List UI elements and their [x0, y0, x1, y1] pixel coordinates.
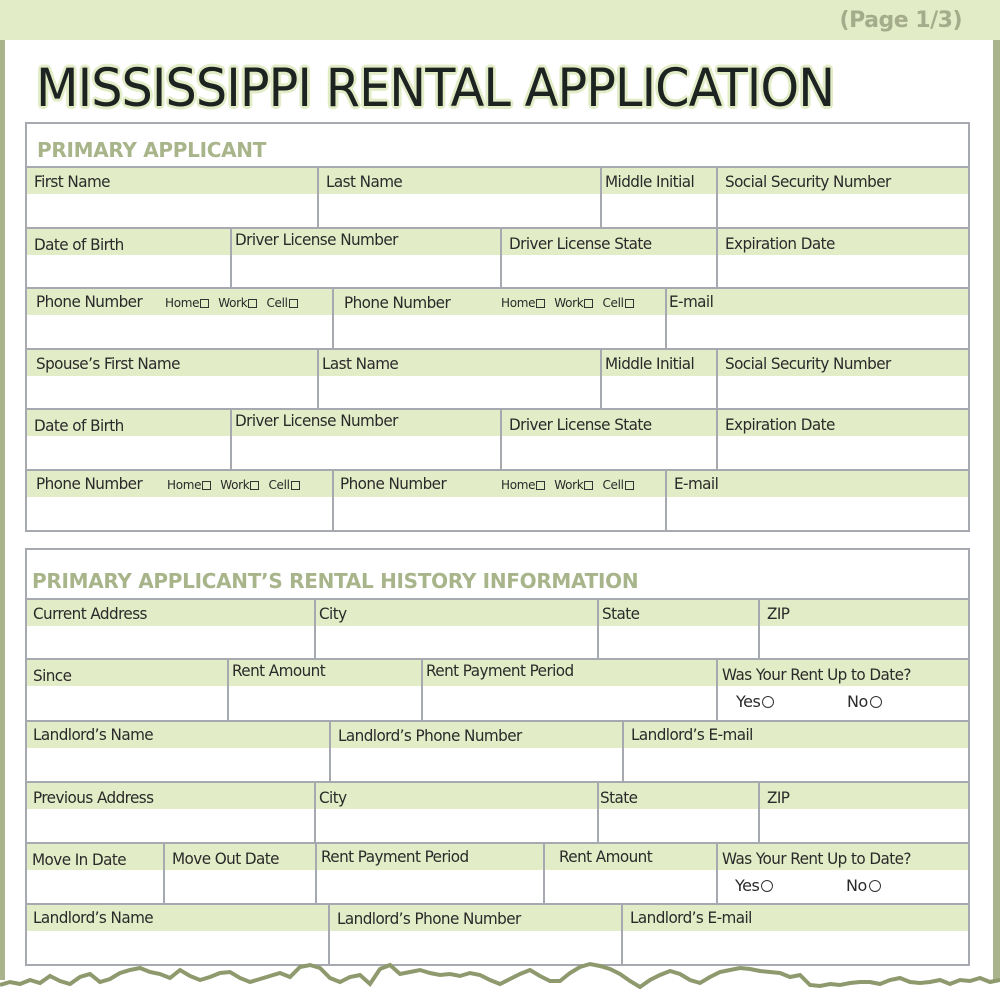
field-current-zip[interactable] [758, 600, 968, 658]
phone-type-options [167, 478, 300, 492]
field-label: Move Out Date [172, 849, 279, 868]
field-label: Last Name [322, 354, 399, 373]
field-previous-state[interactable] [597, 783, 758, 842]
yes-label: Yes [735, 876, 760, 895]
field-label: Driver License State [509, 415, 652, 434]
field-since[interactable] [27, 660, 227, 720]
yes-option[interactable] [735, 876, 773, 895]
field-spouse-expiration-date[interactable] [716, 410, 968, 469]
rental-history-section [25, 548, 970, 966]
field-label: Rent Amount [559, 847, 653, 866]
field-label: Landlord’s Name [33, 725, 154, 744]
field-label: Landlord’s Name [33, 908, 154, 927]
field-label: Phone Number [36, 292, 143, 311]
field-phone-number-1[interactable] [27, 289, 332, 348]
yes-radio[interactable] [762, 696, 774, 708]
field-previous-zip[interactable] [758, 783, 968, 842]
work-checkbox[interactable] [584, 299, 593, 308]
field-previous-rent-amount[interactable] [543, 844, 716, 903]
form-row [27, 903, 968, 964]
page-indicator: (Page 1/3) [839, 8, 962, 33]
form-row [27, 408, 968, 469]
option-label: Cell [602, 296, 624, 310]
field-driver-license-number[interactable] [230, 229, 500, 287]
field-landlord-phone[interactable] [329, 722, 622, 781]
field-spouse-driver-license-number[interactable] [230, 410, 500, 469]
field-last-name[interactable] [317, 168, 600, 227]
yes-radio[interactable] [761, 880, 773, 892]
cell-checkbox[interactable] [291, 481, 300, 490]
yes-option[interactable] [736, 692, 774, 711]
field-previous-city[interactable] [314, 783, 597, 842]
field-spouse-ssn[interactable] [716, 350, 968, 408]
field-label: Rent Amount [232, 661, 326, 680]
field-email[interactable] [665, 289, 968, 348]
field-expiration-date[interactable] [716, 229, 968, 287]
field-spouse-email[interactable] [665, 471, 968, 530]
field-previous-landlord-phone[interactable] [328, 905, 621, 964]
field-label: Social Security Number [725, 354, 891, 373]
field-first-name[interactable] [27, 168, 317, 227]
field-label: ZIP [767, 604, 790, 623]
field-spouse-phone-number-2[interactable] [332, 471, 665, 530]
no-label: No [847, 692, 868, 711]
field-spouse-date-of-birth[interactable] [27, 410, 230, 469]
work-checkbox[interactable] [250, 481, 259, 490]
field-spouse-first-name[interactable] [27, 350, 317, 408]
section-title: PRIMARY APPLICANT’S RENTAL HISTORY INFORMATION [32, 569, 639, 593]
torn-paper-edge [0, 960, 1000, 1000]
work-checkbox[interactable] [584, 481, 593, 490]
home-checkbox[interactable] [536, 481, 545, 490]
sheet-frame-left [0, 40, 5, 980]
cell-checkbox[interactable] [625, 481, 634, 490]
form-row [27, 842, 968, 903]
field-label: Current Address [33, 604, 147, 623]
field-previous-rent-up-to-date[interactable] [716, 844, 968, 903]
field-landlord-name[interactable] [27, 722, 329, 781]
cell-checkbox[interactable] [625, 299, 634, 308]
field-label: Rent Payment Period [321, 847, 469, 866]
form-row [27, 720, 968, 781]
field-date-of-birth[interactable] [27, 229, 230, 287]
form-row [27, 227, 968, 287]
option-label: Home [165, 296, 200, 310]
page-header-bar [0, 0, 1000, 40]
field-label: Was Your Rent Up to Date? [722, 849, 911, 868]
field-label: State [600, 788, 638, 807]
home-checkbox[interactable] [200, 299, 209, 308]
field-previous-rent-payment-period[interactable] [315, 844, 543, 903]
option-label: Home [167, 478, 202, 492]
section-title: PRIMARY APPLICANT [37, 138, 267, 162]
field-label: Expiration Date [725, 415, 835, 434]
field-label: City [319, 788, 347, 807]
field-label: Expiration Date [725, 234, 835, 253]
field-driver-license-state[interactable] [500, 229, 716, 287]
yes-label: Yes [736, 692, 761, 711]
field-current-address[interactable] [27, 600, 314, 658]
field-label: Phone Number [340, 474, 447, 493]
field-current-state[interactable] [597, 600, 758, 658]
option-label: Home [501, 478, 536, 492]
field-rent-payment-period[interactable] [421, 660, 716, 720]
field-label: Rent Payment Period [426, 661, 574, 680]
cell-checkbox[interactable] [289, 299, 298, 308]
field-label: Landlord’s Phone Number [338, 726, 522, 745]
option-label: Cell [268, 478, 290, 492]
form-row [27, 781, 968, 842]
field-label: First Name [34, 172, 110, 191]
phone-type-options [165, 296, 298, 310]
option-label: Home [501, 296, 536, 310]
field-landlord-email[interactable] [622, 722, 968, 781]
no-option[interactable] [847, 692, 882, 711]
field-label: Driver License Number [235, 230, 398, 249]
option-label: Cell [266, 296, 288, 310]
field-label: State [602, 604, 640, 623]
form-row [27, 658, 968, 720]
field-label: Date of Birth [34, 235, 124, 254]
sheet-frame-right [993, 40, 1000, 980]
form-row [27, 469, 968, 530]
field-label: Driver License State [509, 234, 652, 253]
form-row [27, 348, 968, 408]
no-radio[interactable] [869, 880, 881, 892]
field-label: ZIP [767, 788, 790, 807]
field-label: E-mail [669, 292, 714, 311]
field-spouse-driver-license-state[interactable] [500, 410, 716, 469]
option-label: Work [218, 296, 248, 310]
phone-type-options [501, 296, 634, 310]
field-label: Move In Date [32, 850, 127, 869]
primary-applicant-section [25, 122, 970, 532]
field-previous-landlord-email[interactable] [621, 905, 968, 964]
field-label: E-mail [674, 474, 719, 493]
field-label: Spouse’s First Name [36, 354, 180, 373]
field-label: Previous Address [33, 788, 154, 807]
field-label: Last Name [326, 172, 403, 191]
field-label: Social Security Number [725, 172, 891, 191]
option-label: Cell [602, 478, 624, 492]
option-label: Work [220, 478, 250, 492]
field-ssn[interactable] [716, 168, 968, 227]
field-label: Phone Number [36, 474, 143, 493]
no-label: No [846, 876, 867, 895]
field-label: City [319, 604, 347, 623]
field-label: Middle Initial [605, 354, 695, 373]
field-label: Since [33, 666, 72, 685]
home-checkbox[interactable] [202, 481, 211, 490]
field-label: Date of Birth [34, 416, 124, 435]
field-move-out-date[interactable] [163, 844, 315, 903]
field-rent-up-to-date[interactable] [716, 660, 968, 720]
no-radio[interactable] [870, 696, 882, 708]
field-previous-landlord-name[interactable] [27, 905, 328, 964]
field-label: Middle Initial [605, 172, 695, 191]
field-middle-initial[interactable] [600, 168, 716, 227]
field-rent-amount[interactable] [227, 660, 421, 720]
field-spouse-phone-number-1[interactable] [27, 471, 332, 530]
field-label: Landlord’s E-mail [631, 725, 753, 744]
field-phone-number-2[interactable] [332, 289, 665, 348]
field-label: Was Your Rent Up to Date? [722, 665, 911, 684]
field-label: Landlord’s Phone Number [337, 909, 521, 928]
form-row [27, 287, 968, 348]
field-label: Landlord’s E-mail [630, 908, 752, 927]
phone-type-options [501, 478, 634, 492]
form-row [27, 598, 968, 658]
form-row [27, 166, 968, 227]
field-label: Driver License Number [235, 411, 398, 430]
field-current-city[interactable] [314, 600, 597, 658]
home-checkbox[interactable] [536, 299, 545, 308]
work-checkbox[interactable] [248, 299, 257, 308]
field-move-in-date[interactable] [27, 844, 163, 903]
field-label: Phone Number [344, 293, 451, 312]
document-title: MISSISSIPPI RENTAL APPLICATION [36, 58, 835, 119]
no-option[interactable] [846, 876, 881, 895]
option-label: Work [554, 478, 584, 492]
field-previous-address[interactable] [27, 783, 314, 842]
field-spouse-last-name[interactable] [317, 350, 600, 408]
field-spouse-middle-initial[interactable] [600, 350, 716, 408]
option-label: Work [554, 296, 584, 310]
